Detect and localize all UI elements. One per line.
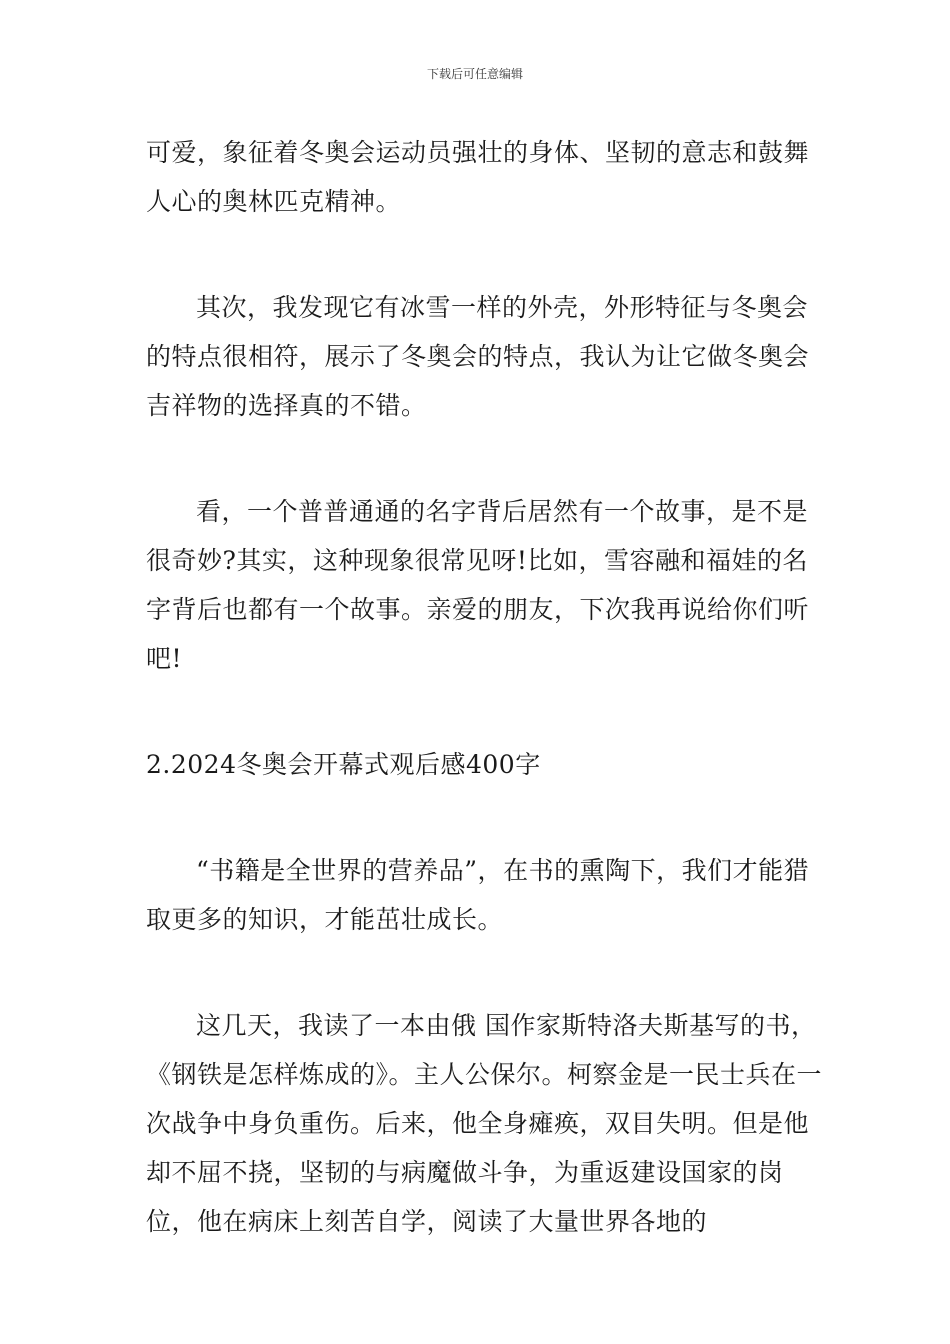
- page-header: 下载后可任意编辑: [426, 67, 523, 81]
- paragraph-book-review: 这几天，我读了一本由俄 国作家斯特洛夫斯基写的书，《钢铁是怎样炼成的》。主人公保尔。柯察金是一民士兵在一次战争中身负重伤。后来，他全身瘫痪，双目失明。但是他却不屈不挠，坚韧的与病魔做斗争，为重返建设国家的岗位，他在病床上刻苦自学，阅读了大量世界各地的: [146, 1011, 823, 1236]
- paragraph-story: 看，一个普普通通的名字背后居然有一个故事，是不是很奇妙?其实，这种现象很常见呀!比如，雪容融和福娃的名字背后也都有一个故事。亲爱的朋友，下次我再说给你们听吧!: [146, 497, 810, 673]
- section-heading: 2.2024冬奥会开幕式观后感400字: [146, 750, 541, 779]
- paragraph-second-point: 其次，我发现它有冰雪一样的外壳，外形特征与冬奥会的特点很相符，展示了冬奥会的特点，我认为让它做冬奥会吉祥物的选择真的不错。: [146, 293, 810, 420]
- paragraph-books-quote: “书籍是全世界的营养品”，在书的熏陶下，我们才能猎取更多的知识，才能茁壮成长。: [146, 856, 810, 934]
- paragraph-continuation: 可爱，象征着冬奥会运动员强壮的身体、坚韧的意志和鼓舞人心的奥林匹克精神。: [146, 138, 810, 216]
- document-body: [146, 128, 826, 1246]
